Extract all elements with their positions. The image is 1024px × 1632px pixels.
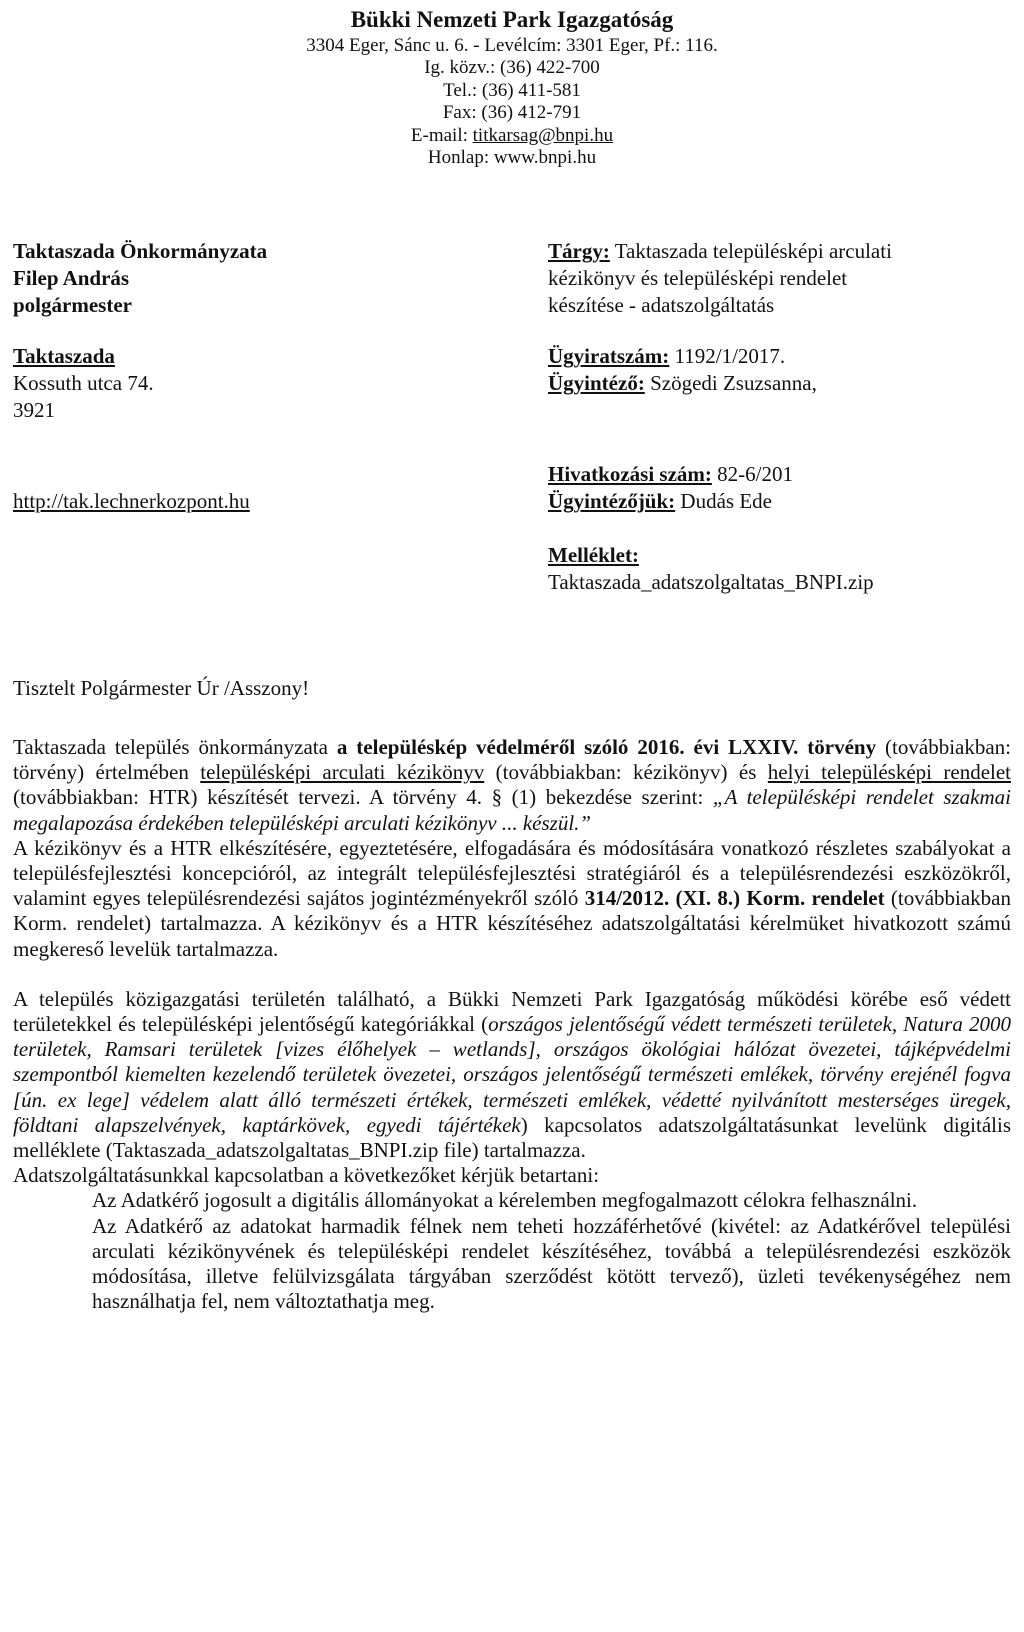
reference-value: 82-6/201 [711, 462, 793, 486]
case-number-value: 1192/1/2017. [669, 344, 786, 368]
administrator-line [548, 370, 1008, 397]
p2-text-1: A kézikönyv és a HTR elkészítésére, egyeztetésére, elfogadására és módosítására vonatkozó részletes szabályokat a településfejlesztési koncepcióról, az integrált településfejlesztési stratégiáról és a településrendezési eszközökről, valamint egyes településrendezési sajátos jogintézményekről szóló [13, 835, 1011, 911]
paragraph-2 [13, 836, 1011, 962]
letter-body [13, 735, 1011, 1314]
administrator-value: Szögedi Zsuzsanna, [644, 371, 817, 395]
protected-categories: országos jelentőségű védett természeti területek, Natura 2000 területek, Ramsari területek [vizes élőhelyek – wetlands], országos ökológiai hálózat övezetei, tájképvédelmi szempontból kiemelten kezelendő területek övezetei, országos jelentőségű természeti emlékek, törvény erejénél fogva [ún. ex lege] védelem alatt álló természeti értékek, természeti emlékek, védetté nyilvánított mesterséges üregek, földtani alapszelvények, kaptárkövek, egyedi tájértékek [13, 1012, 1011, 1137]
subject-line-1 [548, 238, 1008, 265]
subject-line-2: kézikönyv és településképi rendelet [548, 266, 848, 290]
email-label: E-mail: [410, 124, 473, 146]
organization-email-line [0, 125, 1024, 148]
p3-text-1: A település közigazgatási területén található, a Bükki Nemzeti Park Igazgatóság működési körébe eső védett területekkel és településképi jelentőségű kategóriákkal ( [13, 986, 1011, 1037]
administrator-label: Ügyintéző: [548, 371, 645, 395]
reference-line [548, 461, 1008, 488]
regulation-term: helyi településképi rendelet [767, 760, 1012, 785]
letterhead [0, 6, 1024, 170]
p1-text-4: (továbbiakban: HTR) készítését tervezi. A törvény 4. § (1) bekezdése szerint: [13, 785, 713, 810]
their-administrator-line [548, 488, 1008, 515]
their-administrator-value: Dudás Ede [675, 489, 772, 513]
subject-text-1: Taktaszada településképi arculati [609, 239, 892, 263]
condition-1: Az Adatkérő jogosult a digitális állományokat a kérelemben megfogalmazott célokra felhasználni. [92, 1188, 918, 1213]
attachment-filename: Taktaszada_adatszolgaltatas_BNPI.zip [548, 570, 874, 594]
case-number-label: Ügyiratszám: [548, 344, 670, 368]
recipient-title: polgármester [13, 293, 132, 317]
letter-meta-block [548, 238, 1008, 596]
paragraph-1 [13, 735, 1011, 836]
decree-reference: 314/2012. (XI. 8.) Korm. rendelet [584, 886, 885, 911]
condition-2: Az Adatkérő az adatokat harmadik félnek nem teheti hozzáférhetővé (kivétel: az Adatkérővel települési arculati kézikönyvének és településképi rendelet készítéséhez, továbbá a településrendezési eszközök módosítása, illetve felülvizsgálata tárgyában szerződést kötött tervező), üzleti tevékenységéhez nem használhatja fel, nem változtathatja meg. [92, 1213, 1011, 1314]
organization-fax: Fax: (36) 412-791 [442, 102, 582, 124]
recipient-city: Taktaszada [13, 344, 115, 368]
p3-text-2: ) kapcsolatos adatszolgáltatásunkat levelünk digitális melléklete (Taktaszada_adatszolgaltatas_BNPI.zip file) tartalmazza. [13, 1112, 1012, 1163]
recipient-zip: 3921 [13, 398, 55, 422]
their-administrator-label: Ügyintézőjük: [548, 489, 676, 513]
organization-tel: Tel.: (36) 411-581 [443, 79, 581, 101]
salutation: Tisztelt Polgármester Úr /Asszony! [13, 676, 310, 700]
p1-text-1: Taktaszada település önkormányzata [13, 735, 337, 759]
subject-line-3: készítése - adatszolgáltatás [548, 293, 775, 317]
email-link[interactable]: titkarsag@bnpi.hu [472, 124, 614, 146]
p1-text-3: (továbbiakban: kézikönyv) és [484, 760, 768, 785]
organization-ig-phone: Ig. közv.: (36) 422-700 [424, 57, 600, 79]
law-reference: a településkép védelméről szóló 2016. évi LXXIV. törvény [336, 735, 877, 759]
organization-website: Honlap: www.bnpi.hu [427, 147, 597, 169]
recipient-street: Kossuth utca 74. [13, 371, 154, 395]
attachment-label: Melléklet: [548, 543, 639, 567]
p1-text-2: (továbbiakban: törvény) értelmében [13, 735, 1011, 785]
handbook-term: településképi arculati kézikönyv [200, 760, 485, 785]
case-number-line [548, 343, 1008, 370]
recipient-block [13, 238, 483, 515]
p2-text-2: (továbbiakban Korm. rendelet) tartalmazza. A kézikönyv és a HTR készítéséhez adatszolgáltatási kérelmüket hivatkozott számú megkereső levelük tartalmazza. [13, 886, 1011, 961]
subject-label: Tárgy: [548, 239, 610, 263]
recipient-url[interactable]: http://tak.lechnerkozpont.hu [13, 489, 250, 513]
reference-label: Hivatkozási szám: [548, 462, 712, 486]
recipient-person: Filep András [13, 266, 130, 290]
organization-name: Bükki Nemzeti Park Igazgatóság [350, 7, 674, 32]
recipient-name: Taktaszada Önkormányzata [13, 239, 268, 263]
organization-address: 3304 Eger, Sánc u. 6. - Levélcím: 3301 Eger, Pf.: 116. [306, 34, 718, 56]
paragraph-4: Adatszolgáltatásunkkal kapcsolatban a következőket kérjük betartani: [13, 1163, 600, 1188]
paragraph-3 [13, 987, 1011, 1163]
law-quote: „A településképi rendelet szakmai megalapozása érdekében településképi arculati kézikönyv ... készül.” [13, 785, 1012, 835]
